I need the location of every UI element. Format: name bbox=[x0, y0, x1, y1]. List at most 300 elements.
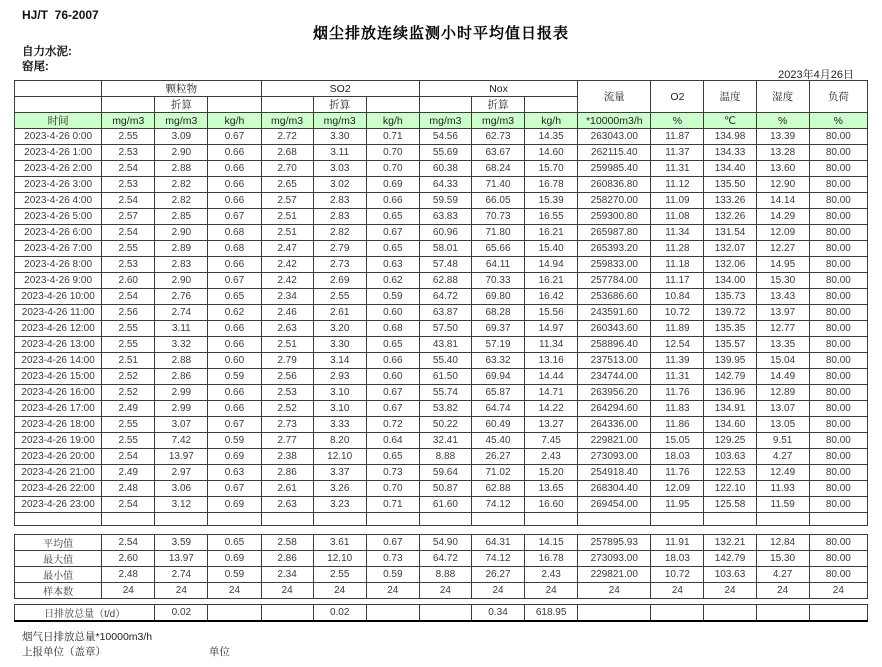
value-cell: 259300.80 bbox=[578, 209, 651, 225]
value-cell: 43.81 bbox=[419, 337, 471, 353]
value-cell: 0.66 bbox=[208, 401, 261, 417]
summary-value-cell: 2.43 bbox=[525, 567, 578, 583]
summary-value-cell: 10.72 bbox=[651, 567, 704, 583]
value-cell: 80.00 bbox=[809, 385, 867, 401]
value-cell: 59.59 bbox=[419, 193, 471, 209]
value-cell: 15.56 bbox=[525, 305, 578, 321]
value-cell: 0.71 bbox=[366, 497, 419, 513]
value-cell: 64.11 bbox=[471, 257, 524, 273]
value-cell: 2.46 bbox=[261, 305, 313, 321]
blank-cell bbox=[525, 513, 578, 526]
time-cell: 2023-4-26 20:00 bbox=[15, 449, 102, 465]
value-cell: 11.87 bbox=[651, 129, 704, 145]
value-cell: 2.82 bbox=[313, 225, 366, 241]
time-cell: 2023-4-26 21:00 bbox=[15, 465, 102, 481]
value-cell: 15.20 bbox=[525, 465, 578, 481]
value-cell: 0.64 bbox=[366, 433, 419, 449]
value-cell: 11.39 bbox=[651, 353, 704, 369]
value-cell: 2.53 bbox=[102, 145, 155, 161]
company-name: 自力水泥: bbox=[22, 46, 72, 58]
blank-cell bbox=[15, 513, 102, 526]
value-cell: 2.93 bbox=[313, 369, 366, 385]
value-cell: 0.73 bbox=[366, 465, 419, 481]
value-cell: 2.82 bbox=[155, 177, 208, 193]
value-cell: 2.55 bbox=[102, 417, 155, 433]
daily-total-value-cell: 0.34 bbox=[471, 605, 524, 622]
flow-header: 流量 bbox=[578, 81, 651, 113]
value-cell: 3.23 bbox=[313, 497, 366, 513]
value-cell: 7.42 bbox=[155, 433, 208, 449]
daily-total-table bbox=[14, 604, 868, 622]
value-cell: 16.42 bbox=[525, 289, 578, 305]
summary-value-cell: 24 bbox=[208, 583, 261, 599]
hour-row bbox=[15, 401, 868, 417]
value-cell: 80.00 bbox=[809, 449, 867, 465]
hour-row bbox=[15, 225, 868, 241]
value-cell: 7.45 bbox=[525, 433, 578, 449]
blank-cell bbox=[366, 513, 419, 526]
value-cell: 122.53 bbox=[704, 465, 756, 481]
value-cell: 253686.60 bbox=[578, 289, 651, 305]
unit-cell: mg/m3 bbox=[313, 113, 366, 129]
value-cell: 16.55 bbox=[525, 209, 578, 225]
value-cell: 13.07 bbox=[756, 401, 809, 417]
value-cell: 2.90 bbox=[155, 225, 208, 241]
value-cell: 55.40 bbox=[419, 353, 471, 369]
value-cell: 12.09 bbox=[651, 481, 704, 497]
value-cell: 264294.60 bbox=[578, 401, 651, 417]
value-cell: 15.30 bbox=[756, 273, 809, 289]
value-cell: 3.07 bbox=[155, 417, 208, 433]
value-cell: 0.59 bbox=[208, 369, 261, 385]
value-cell: 0.68 bbox=[208, 241, 261, 257]
value-cell: 0.60 bbox=[366, 369, 419, 385]
summary-value-cell: 24 bbox=[809, 583, 867, 599]
value-cell: 55.69 bbox=[419, 145, 471, 161]
value-cell: 11.59 bbox=[756, 497, 809, 513]
value-cell: 13.97 bbox=[155, 449, 208, 465]
summary-row bbox=[15, 551, 868, 567]
value-cell: 80.00 bbox=[809, 369, 867, 385]
value-cell: 142.79 bbox=[704, 369, 756, 385]
value-cell: 14.95 bbox=[756, 257, 809, 273]
blank-cell bbox=[208, 97, 261, 113]
value-cell: 260343.60 bbox=[578, 321, 651, 337]
daily-total-value-cell: 0.02 bbox=[313, 605, 366, 622]
value-cell: 50.22 bbox=[419, 417, 471, 433]
value-cell: 69.80 bbox=[471, 289, 524, 305]
value-cell: 12.49 bbox=[756, 465, 809, 481]
blank-cell bbox=[704, 513, 756, 526]
value-cell: 2.68 bbox=[261, 145, 313, 161]
value-cell: 69.94 bbox=[471, 369, 524, 385]
value-cell: 11.34 bbox=[651, 225, 704, 241]
value-cell: 2.49 bbox=[102, 465, 155, 481]
value-cell: 2.90 bbox=[155, 145, 208, 161]
summary-value-cell: 2.54 bbox=[102, 535, 155, 551]
summary-value-cell: 24 bbox=[651, 583, 704, 599]
summary-value-cell: 24 bbox=[366, 583, 419, 599]
value-cell: 74.12 bbox=[471, 497, 524, 513]
value-cell: 2.61 bbox=[313, 305, 366, 321]
value-cell: 0.66 bbox=[208, 193, 261, 209]
value-cell: 12.09 bbox=[756, 225, 809, 241]
summary-value-cell: 15.30 bbox=[756, 551, 809, 567]
value-cell: 0.67 bbox=[366, 225, 419, 241]
value-cell: 3.11 bbox=[313, 145, 366, 161]
section-gap bbox=[14, 526, 868, 534]
value-cell: 68.28 bbox=[471, 305, 524, 321]
value-cell: 0.67 bbox=[366, 385, 419, 401]
blank-cell bbox=[155, 513, 208, 526]
value-cell: 263043.00 bbox=[578, 129, 651, 145]
blank-cell bbox=[261, 513, 313, 526]
value-cell: 57.48 bbox=[419, 257, 471, 273]
value-cell: 14.49 bbox=[756, 369, 809, 385]
value-cell: 139.72 bbox=[704, 305, 756, 321]
value-cell: 26.27 bbox=[471, 449, 524, 465]
summary-value-cell: 12.84 bbox=[756, 535, 809, 551]
value-cell: 0.66 bbox=[366, 353, 419, 369]
unit-cell: mg/m3 bbox=[155, 113, 208, 129]
value-cell: 2.57 bbox=[102, 209, 155, 225]
value-cell: 3.30 bbox=[313, 337, 366, 353]
summary-value-cell: 24 bbox=[525, 583, 578, 599]
summary-value-cell: 26.27 bbox=[471, 567, 524, 583]
value-cell: 2.65 bbox=[261, 177, 313, 193]
summary-value-cell: 13.97 bbox=[155, 551, 208, 567]
value-cell: 0.66 bbox=[366, 193, 419, 209]
value-cell: 4.27 bbox=[756, 449, 809, 465]
value-cell: 268304.40 bbox=[578, 481, 651, 497]
summary-value-cell: 4.27 bbox=[756, 567, 809, 583]
summary-row bbox=[15, 567, 868, 583]
blank-cell bbox=[102, 97, 155, 113]
time-cell: 2023-4-26 8:00 bbox=[15, 257, 102, 273]
value-cell: 80.00 bbox=[809, 401, 867, 417]
value-cell: 11.31 bbox=[651, 369, 704, 385]
main-data-table bbox=[14, 80, 868, 526]
value-cell: 68.24 bbox=[471, 161, 524, 177]
unit-cell: kg/h bbox=[366, 113, 419, 129]
summary-value-cell: 2.74 bbox=[155, 567, 208, 583]
blank-cell bbox=[809, 513, 867, 526]
value-cell: 134.33 bbox=[704, 145, 756, 161]
pm-group-header: 颗粒物 bbox=[102, 81, 261, 97]
report-title: 烟尘排放连续监测小时平均值日报表 bbox=[312, 25, 569, 42]
units-header-row bbox=[15, 113, 868, 129]
time-cell: 2023-4-26 9:00 bbox=[15, 273, 102, 289]
value-cell: 3.10 bbox=[313, 385, 366, 401]
value-cell: 12.10 bbox=[313, 449, 366, 465]
value-cell: 2.51 bbox=[261, 209, 313, 225]
value-cell: 2.34 bbox=[261, 289, 313, 305]
value-cell: 80.00 bbox=[809, 289, 867, 305]
value-cell: 10.84 bbox=[651, 289, 704, 305]
value-cell: 135.73 bbox=[704, 289, 756, 305]
time-cell: 2023-4-26 7:00 bbox=[15, 241, 102, 257]
blank-cell bbox=[366, 97, 419, 113]
value-cell: 259833.00 bbox=[578, 257, 651, 273]
summary-value-cell: 2.55 bbox=[313, 567, 366, 583]
value-cell: 2.83 bbox=[313, 209, 366, 225]
value-cell: 2.51 bbox=[102, 353, 155, 369]
value-cell: 63.67 bbox=[471, 145, 524, 161]
summary-value-cell: 16.78 bbox=[525, 551, 578, 567]
value-cell: 71.02 bbox=[471, 465, 524, 481]
blank-cell bbox=[102, 513, 155, 526]
value-cell: 11.09 bbox=[651, 193, 704, 209]
value-cell: 0.70 bbox=[366, 145, 419, 161]
value-cell: 11.12 bbox=[651, 177, 704, 193]
value-cell: 11.17 bbox=[651, 273, 704, 289]
value-cell: 0.67 bbox=[208, 209, 261, 225]
value-cell: 2.54 bbox=[102, 449, 155, 465]
summary-label-cell: 平均值 bbox=[15, 535, 102, 551]
value-cell: 14.35 bbox=[525, 129, 578, 145]
value-cell: 264336.00 bbox=[578, 417, 651, 433]
value-cell: 10.72 bbox=[651, 305, 704, 321]
value-cell: 80.00 bbox=[809, 145, 867, 161]
summary-value-cell: 18.03 bbox=[651, 551, 704, 567]
time-cell: 2023-4-26 4:00 bbox=[15, 193, 102, 209]
value-cell: 80.00 bbox=[809, 417, 867, 433]
summary-label-cell: 最大值 bbox=[15, 551, 102, 567]
temp-header: 温度 bbox=[704, 81, 756, 113]
value-cell: 2.86 bbox=[155, 369, 208, 385]
value-cell: 0.62 bbox=[366, 273, 419, 289]
so2-group-header: SO2 bbox=[261, 81, 419, 97]
value-cell: 80.00 bbox=[809, 353, 867, 369]
daily-total-value-cell bbox=[756, 605, 809, 622]
value-cell: 11.83 bbox=[651, 401, 704, 417]
value-cell: 13.43 bbox=[756, 289, 809, 305]
report-date: 2023年4月26日 bbox=[778, 69, 854, 81]
report-table-area bbox=[14, 80, 868, 622]
time-cell: 2023-4-26 15:00 bbox=[15, 369, 102, 385]
value-cell: 2.48 bbox=[102, 481, 155, 497]
hour-row bbox=[15, 241, 868, 257]
value-cell: 80.00 bbox=[809, 305, 867, 321]
summary-value-cell: 24 bbox=[419, 583, 471, 599]
value-cell: 2.55 bbox=[102, 321, 155, 337]
summary-value-cell: 80.00 bbox=[809, 551, 867, 567]
summary-value-cell: 3.61 bbox=[313, 535, 366, 551]
value-cell: 2.88 bbox=[155, 353, 208, 369]
summary-value-cell: 2.58 bbox=[261, 535, 313, 551]
summary-value-cell: 11.91 bbox=[651, 535, 704, 551]
blank-cell bbox=[313, 513, 366, 526]
value-cell: 64.74 bbox=[471, 401, 524, 417]
value-cell: 13.97 bbox=[756, 305, 809, 321]
daily-total-value-cell bbox=[704, 605, 756, 622]
value-cell: 2.83 bbox=[313, 193, 366, 209]
value-cell: 12.89 bbox=[756, 385, 809, 401]
o2-header: O2 bbox=[651, 81, 704, 113]
value-cell: 260836.80 bbox=[578, 177, 651, 193]
daily-total-value-cell: 0.02 bbox=[155, 605, 208, 622]
value-cell: 2.77 bbox=[261, 433, 313, 449]
hour-row bbox=[15, 465, 868, 481]
corner-cell bbox=[15, 81, 102, 97]
value-cell: 62.88 bbox=[419, 273, 471, 289]
value-cell: 2.83 bbox=[155, 257, 208, 273]
value-cell: 11.37 bbox=[651, 145, 704, 161]
value-cell: 3.12 bbox=[155, 497, 208, 513]
empty-row bbox=[15, 513, 868, 526]
value-cell: 2.69 bbox=[313, 273, 366, 289]
unit-cell: % bbox=[651, 113, 704, 129]
value-cell: 2.55 bbox=[102, 433, 155, 449]
value-cell: 14.97 bbox=[525, 321, 578, 337]
summary-value-cell: 0.73 bbox=[366, 551, 419, 567]
value-cell: 254918.40 bbox=[578, 465, 651, 481]
daily-total-value-cell bbox=[809, 605, 867, 622]
daily-total-value-cell bbox=[261, 605, 313, 622]
value-cell: 2.97 bbox=[155, 465, 208, 481]
blank-cell bbox=[756, 513, 809, 526]
hour-row bbox=[15, 417, 868, 433]
value-cell: 80.00 bbox=[809, 193, 867, 209]
value-cell: 2.54 bbox=[102, 225, 155, 241]
value-cell: 2.55 bbox=[102, 337, 155, 353]
value-cell: 2.99 bbox=[155, 385, 208, 401]
time-cell: 2023-4-26 2:00 bbox=[15, 161, 102, 177]
value-cell: 65.87 bbox=[471, 385, 524, 401]
flue-gas-total-note: 烟气日排放总量*10000m3/h bbox=[22, 631, 153, 643]
value-cell: 237513.00 bbox=[578, 353, 651, 369]
value-cell: 11.28 bbox=[651, 241, 704, 257]
unit-cell: kg/h bbox=[525, 113, 578, 129]
value-cell: 2.99 bbox=[155, 401, 208, 417]
value-cell: 134.40 bbox=[704, 161, 756, 177]
summary-value-cell: 2.86 bbox=[261, 551, 313, 567]
value-cell: 243591.60 bbox=[578, 305, 651, 321]
value-cell: 63.87 bbox=[419, 305, 471, 321]
blank-cell bbox=[15, 97, 102, 113]
value-cell: 12.77 bbox=[756, 321, 809, 337]
hour-row bbox=[15, 193, 868, 209]
time-header: 时间 bbox=[15, 113, 102, 129]
time-cell: 2023-4-26 14:00 bbox=[15, 353, 102, 369]
value-cell: 0.59 bbox=[366, 289, 419, 305]
value-cell: 3.37 bbox=[313, 465, 366, 481]
value-cell: 15.39 bbox=[525, 193, 578, 209]
value-cell: 0.66 bbox=[208, 161, 261, 177]
value-cell: 14.22 bbox=[525, 401, 578, 417]
value-cell: 62.73 bbox=[471, 129, 524, 145]
value-cell: 0.70 bbox=[366, 161, 419, 177]
summary-label-cell: 样本数 bbox=[15, 583, 102, 599]
time-cell: 2023-4-26 16:00 bbox=[15, 385, 102, 401]
value-cell: 11.34 bbox=[525, 337, 578, 353]
value-cell: 0.69 bbox=[208, 497, 261, 513]
value-cell: 60.49 bbox=[471, 417, 524, 433]
value-cell: 3.33 bbox=[313, 417, 366, 433]
value-cell: 2.61 bbox=[261, 481, 313, 497]
hour-row bbox=[15, 433, 868, 449]
value-cell: 3.06 bbox=[155, 481, 208, 497]
value-cell: 14.29 bbox=[756, 209, 809, 225]
value-cell: 134.60 bbox=[704, 417, 756, 433]
value-cell: 0.59 bbox=[208, 433, 261, 449]
value-cell: 65.66 bbox=[471, 241, 524, 257]
value-cell: 80.00 bbox=[809, 257, 867, 273]
summary-value-cell: 257895.93 bbox=[578, 535, 651, 551]
value-cell: 3.11 bbox=[155, 321, 208, 337]
hour-row bbox=[15, 321, 868, 337]
unit-cell: kg/h bbox=[208, 113, 261, 129]
value-cell: 15.40 bbox=[525, 241, 578, 257]
time-cell: 2023-4-26 1:00 bbox=[15, 145, 102, 161]
value-cell: 132.26 bbox=[704, 209, 756, 225]
hour-row bbox=[15, 353, 868, 369]
value-cell: 61.50 bbox=[419, 369, 471, 385]
value-cell: 0.65 bbox=[366, 241, 419, 257]
value-cell: 50.87 bbox=[419, 481, 471, 497]
value-cell: 15.70 bbox=[525, 161, 578, 177]
value-cell: 80.00 bbox=[809, 337, 867, 353]
summary-value-cell: 24 bbox=[155, 583, 208, 599]
value-cell: 3.02 bbox=[313, 177, 366, 193]
value-cell: 133.26 bbox=[704, 193, 756, 209]
summary-value-cell: 12.10 bbox=[313, 551, 366, 567]
value-cell: 2.54 bbox=[102, 289, 155, 305]
value-cell: 2.52 bbox=[102, 385, 155, 401]
blank-cell bbox=[471, 513, 524, 526]
value-cell: 2.42 bbox=[261, 257, 313, 273]
unit-cell: *10000m3/h bbox=[578, 113, 651, 129]
value-cell: 0.63 bbox=[366, 257, 419, 273]
report-unit-label: 上报单位（盖章） bbox=[22, 646, 106, 658]
value-cell: 0.66 bbox=[208, 385, 261, 401]
value-cell: 2.79 bbox=[261, 353, 313, 369]
summary-row bbox=[15, 583, 868, 599]
value-cell: 229821.00 bbox=[578, 433, 651, 449]
value-cell: 55.74 bbox=[419, 385, 471, 401]
value-cell: 60.38 bbox=[419, 161, 471, 177]
value-cell: 80.00 bbox=[809, 433, 867, 449]
value-cell: 134.00 bbox=[704, 273, 756, 289]
daily-total-value-cell bbox=[208, 605, 261, 622]
value-cell: 45.40 bbox=[471, 433, 524, 449]
value-cell: 234744.00 bbox=[578, 369, 651, 385]
value-cell: 134.98 bbox=[704, 129, 756, 145]
value-cell: 0.65 bbox=[366, 337, 419, 353]
value-cell: 0.69 bbox=[366, 177, 419, 193]
value-cell: 2.42 bbox=[261, 273, 313, 289]
value-cell: 0.63 bbox=[208, 465, 261, 481]
unit-cell: % bbox=[809, 113, 867, 129]
value-cell: 11.89 bbox=[651, 321, 704, 337]
value-cell: 2.85 bbox=[155, 209, 208, 225]
value-cell: 0.66 bbox=[208, 177, 261, 193]
value-cell: 16.60 bbox=[525, 497, 578, 513]
value-cell: 63.32 bbox=[471, 353, 524, 369]
load-header: 负荷 bbox=[809, 81, 867, 113]
value-cell: 80.00 bbox=[809, 209, 867, 225]
value-cell: 2.70 bbox=[261, 161, 313, 177]
summary-table bbox=[14, 534, 868, 599]
value-cell: 14.71 bbox=[525, 385, 578, 401]
value-cell: 70.33 bbox=[471, 273, 524, 289]
value-cell: 129.25 bbox=[704, 433, 756, 449]
value-cell: 2.51 bbox=[261, 337, 313, 353]
value-cell: 2.86 bbox=[261, 465, 313, 481]
value-cell: 13.39 bbox=[756, 129, 809, 145]
value-cell: 15.05 bbox=[651, 433, 704, 449]
value-cell: 54.56 bbox=[419, 129, 471, 145]
